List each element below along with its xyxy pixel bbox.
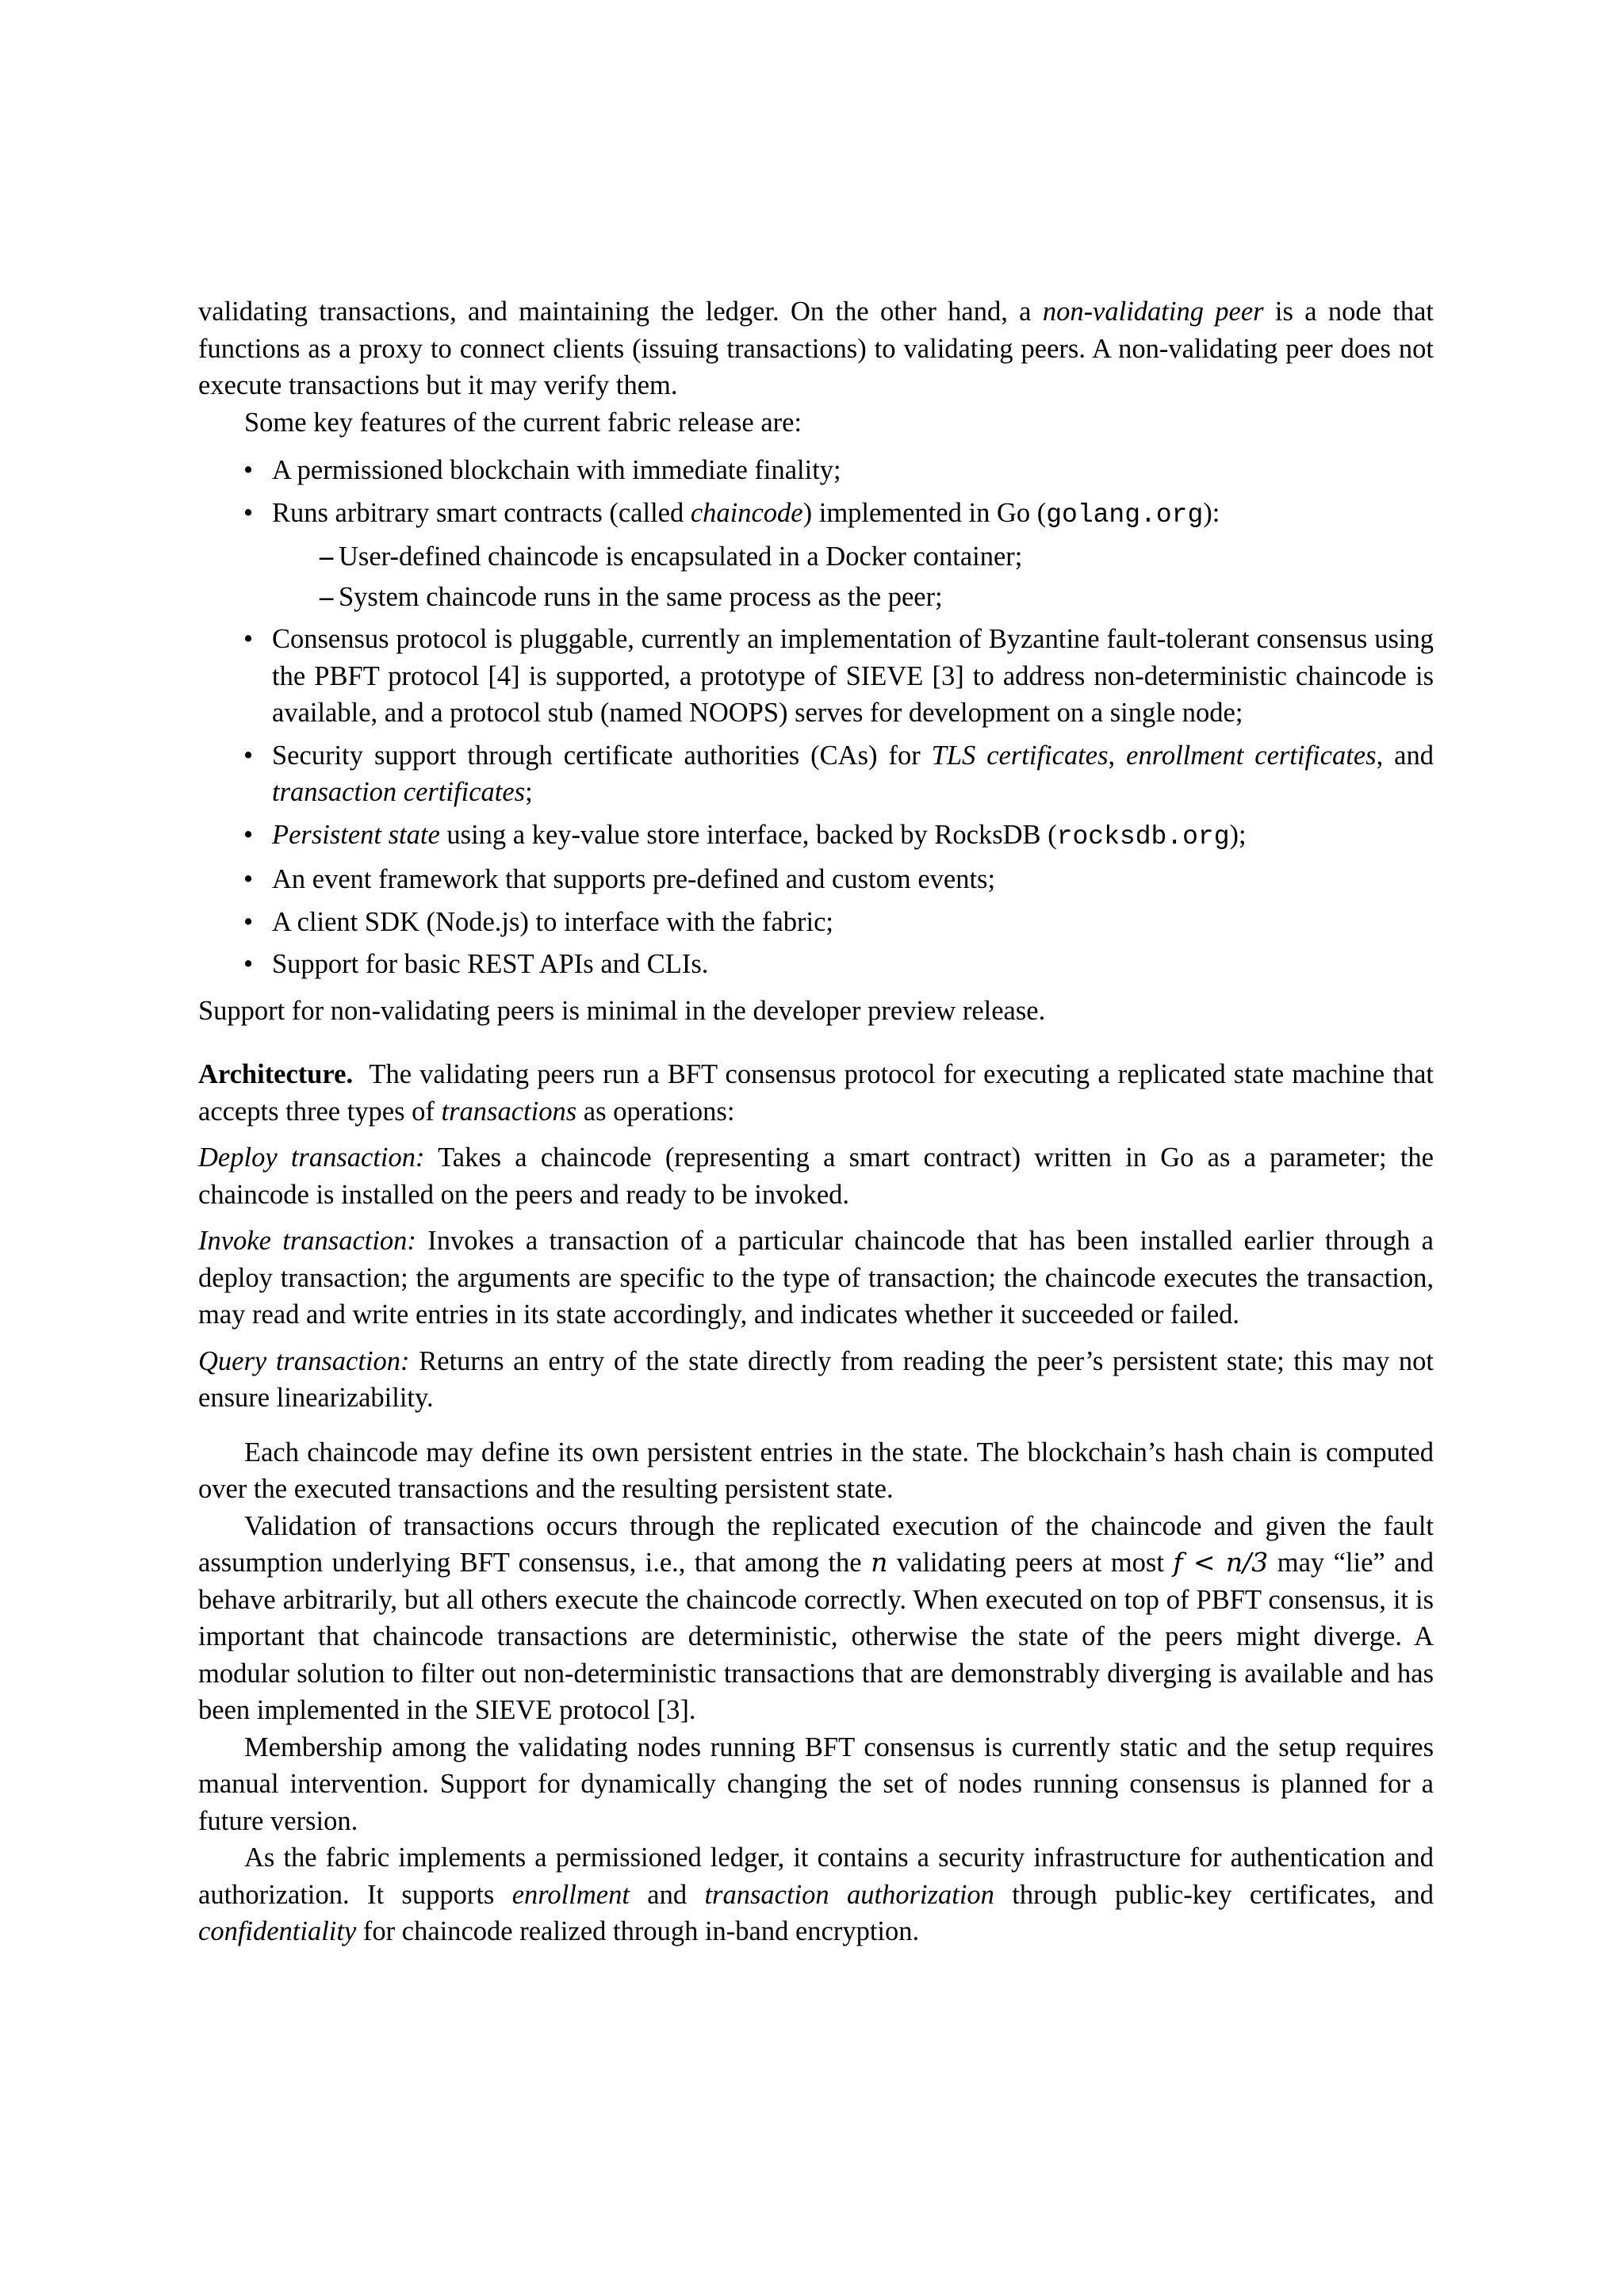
list-item: • A permissioned blockchain with immediate finality; xyxy=(198,452,1434,489)
architecture-heading: Architecture. xyxy=(198,1059,354,1089)
bullet-icon: • xyxy=(243,819,254,850)
bullet-icon: • xyxy=(243,864,254,894)
invoke-transaction-definition: Invoke transaction: Invokes a transaction of a particular chaincode that has been installed earlier through a deploy transaction; the arguments are specific to the type of transaction; the chaincode executes the transaction, may read and write entries in its state accordingly, and indicates whether it succeeded or failed. xyxy=(198,1226,1434,1330)
list-item: • Support for basic REST APIs and CLIs. xyxy=(198,946,1434,983)
list-item: • Runs arbitrary smart contracts (called chaincode) implemented in Go (golang.org): – User-defined chaincode is encapsulated in a Docker container; – System chaincode runs in the same process as the peer; xyxy=(198,495,1434,616)
bullet-icon: • xyxy=(243,906,254,937)
intro-paragraph: validating transactions, and maintaining the ledger. On the other hand, a non-validating peer is a node that functions as a proxy to connect clients (issuing transactions) to validating peers. A non-validating peer does not execute transactions but it may verify them. xyxy=(198,297,1434,400)
math-inequality: f < n/3 xyxy=(1173,1547,1269,1578)
bullet-icon: • xyxy=(243,455,254,485)
sublist-item: – User-defined chaincode is encapsulated in a Docker container; xyxy=(272,538,1434,576)
bullet-icon: • xyxy=(243,624,254,654)
architecture-paragraph: Architecture. The validating peers run a BFT consensus protocol for executing a replicated state machine that accepts three types of transactions as operations: xyxy=(198,1059,1434,1127)
math-n: n xyxy=(871,1547,888,1578)
dash-icon: – xyxy=(320,581,334,612)
bullet-icon: • xyxy=(243,949,254,979)
paper-page xyxy=(198,293,1434,1950)
chaincode-paragraph: Each chaincode may define its own persistent entries in the state. The blockchain’s hash chain is computed over the executed transactions and the resulting persistent state. xyxy=(198,1437,1434,1504)
deploy-transaction-definition: Deploy transaction: Takes a chaincode (representing a smart contract) written in Go as a parameter; the chaincode is installed on the peers and ready to be invoked. xyxy=(198,1142,1434,1210)
bullet-icon: • xyxy=(243,497,254,528)
list-item: • Security support through certificate authorities (CAs) for TLS certificates, enrollment certificates, and transaction certificates; xyxy=(198,737,1434,811)
validation-paragraph: Validation of transactions occurs through the replicated execution of the chaincode and given the fault assumption underlying BFT consensus, i.e., that among the n validating peers at most f < n/3 may “lie” and behave arbitrarily, but all others execute the chaincode correctly. When executed on top of PBFT consensus, it is important that chaincode transactions are deterministic, otherwise the state of the peers might diverge. A modular solution to filter out non-deterministic transactions that are demonstrably diverging is available and has been implemented in the SIEVE protocol [3]. xyxy=(198,1510,1434,1725)
query-transaction-definition: Query transaction: Returns an entry of the state directly from reading the peer’s persistent state; this may not ensure linearizability. xyxy=(198,1345,1434,1413)
query-term: Query transaction: xyxy=(198,1345,410,1376)
support-note: Support for non-validating peers is minimal in the developer preview release. xyxy=(198,995,1046,1026)
term-non-validating-peer: non-validating peer xyxy=(1042,297,1264,327)
url-rocksdb: rocksdb.org xyxy=(1056,821,1230,851)
features-list xyxy=(198,452,1434,983)
url-golang: golang.org xyxy=(1046,499,1204,530)
invoke-term: Invoke transaction: xyxy=(198,1226,416,1256)
list-item: • A client SDK (Node.js) to interface with the fabric; xyxy=(198,904,1434,941)
sublist-item: – System chaincode runs in the same process as the peer; xyxy=(272,579,1434,616)
features-intro: Some key features of the current fabric release are: xyxy=(244,407,802,438)
list-item: • Consensus protocol is pluggable, currently an implementation of Byzantine fault-tolerant consensus using the PBFT protocol [4] is supported, a prototype of SIEVE [3] to address non-deterministic chaincode is available, and a protocol stub (named NOOPS) serves for development on a single node; xyxy=(198,621,1434,732)
bullet-icon: • xyxy=(243,740,254,771)
list-item: • Persistent state using a key-value store interface, backed by RocksDB (rocksdb.org); xyxy=(198,817,1434,856)
membership-paragraph: Membership among the validating nodes running BFT consensus is currently static and the setup requires manual intervention. Support for dynamically changing the set of nodes running consensus is planned for a future version. xyxy=(198,1732,1434,1836)
chaincode-sublist xyxy=(272,538,1434,615)
dash-icon: – xyxy=(320,541,334,572)
deploy-term: Deploy transaction: xyxy=(198,1142,425,1173)
security-paragraph: As the fabric implements a permissioned ledger, it contains a security infrastructure for authentication and authorization. It supports enrollment and transaction authorization through public-key certificates, and confidentiality for chaincode realized through in-band encryption. xyxy=(198,1843,1434,1946)
list-item: • An event framework that supports pre-defined and custom events; xyxy=(198,861,1434,898)
